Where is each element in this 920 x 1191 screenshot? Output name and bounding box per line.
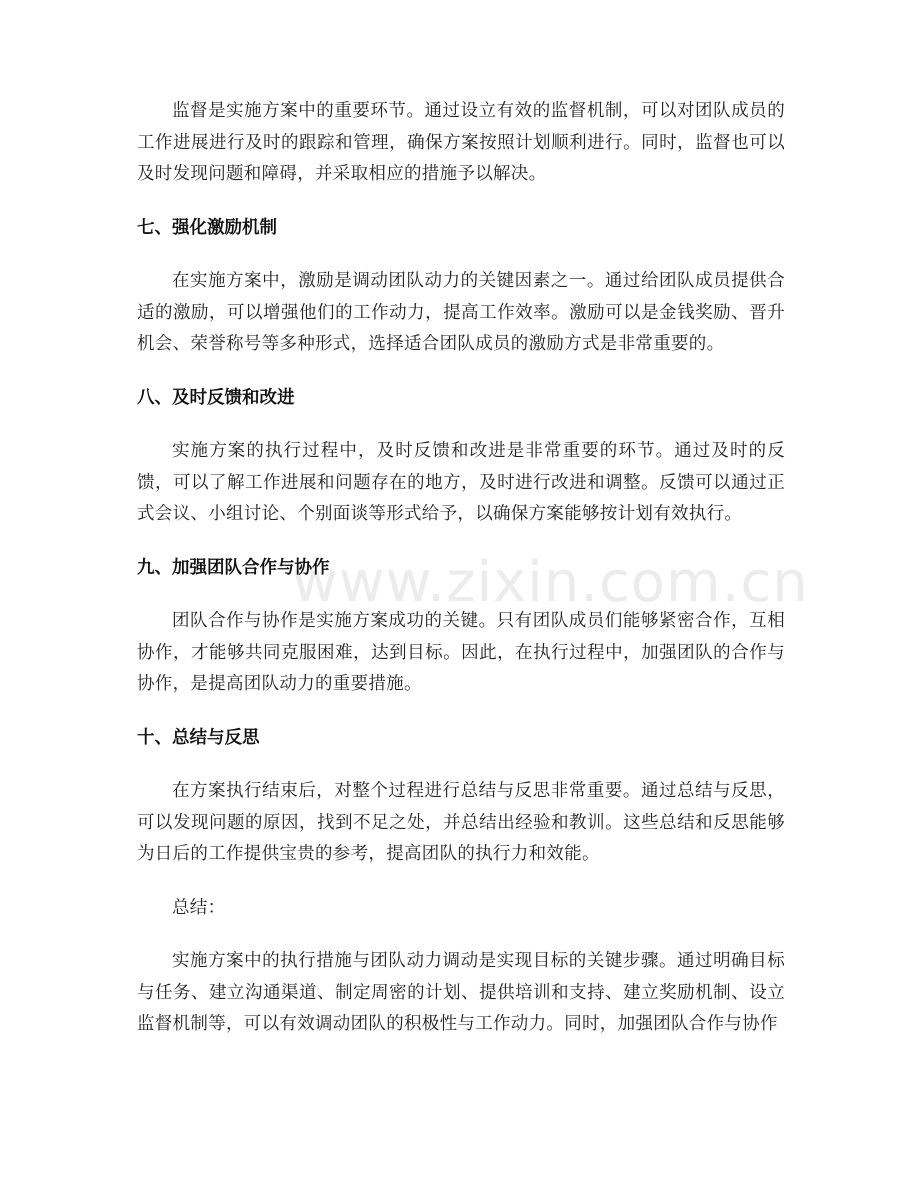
paragraph-summary: 实施方案中的执行措施与团队动力调动是实现目标的关键步骤。通过明确目标与任务、建立沟通渠道、制定周密的计划、提供培训和支持、建立奖励机制、设立监督机制等，可以有效调动团队的积极性与工作动力。同时，加强团队合作与协作	[137, 951, 785, 1034]
paragraph-teamwork: 团队合作与协作是实施方案成功的关键。只有团队成员们能够紧密合作，互相协作，才能够共同克服困难，达到目标。因此，在执行过程中，加强团队的合作与协作，是提高团队动力的重要措施。	[137, 611, 785, 694]
watermark: www.zixin.com.cn	[292, 550, 809, 615]
paragraph-incentives: 在实施方案中，激励是调动团队动力的关键因素之一。通过给团队成员提供合适的激励，可以增强他们的工作动力，提高工作效率。激励可以是金钱奖励、晋升机会、荣誉称号等多种形式，选择适合团队成员的激励方式是非常重要的。	[137, 271, 785, 354]
section-heading-10: 十、总结与反思	[137, 727, 260, 748]
section-heading-9: 九、加强团队合作与协作	[137, 557, 330, 578]
section-heading-7: 七、强化激励机制	[137, 217, 277, 238]
section-heading-8: 八、及时反馈和改进	[137, 387, 295, 408]
paragraph-reflection: 在方案执行结束后，对整个过程进行总结与反思非常重要。通过总结与反思，可以发现问题的原因，找到不足之处，并总结出经验和教训。这些总结和反思能够为日后的工作提供宝贵的参考，提高团队的执行力和效能。	[137, 781, 785, 864]
paragraph-feedback: 实施方案的执行过程中，及时反馈和改进是非常重要的环节。通过及时的反馈，可以了解工作进展和问题存在的地方，及时进行改进和调整。反馈可以通过正式会议、小组讨论、个别面谈等形式给予，以确保方案能够按计划有效执行。	[137, 441, 785, 524]
document-body	[137, 96, 785, 1063]
paragraph-supervision: 监督是实施方案中的重要环节。通过设立有效的监督机制，可以对团队成员的工作进展进行及时的跟踪和管理，确保方案按照计划顺利进行。同时，监督也可以及时发现问题和障碍，并采取相应的措施予以解决。	[137, 101, 785, 184]
summary-label: 总结：	[172, 897, 226, 918]
